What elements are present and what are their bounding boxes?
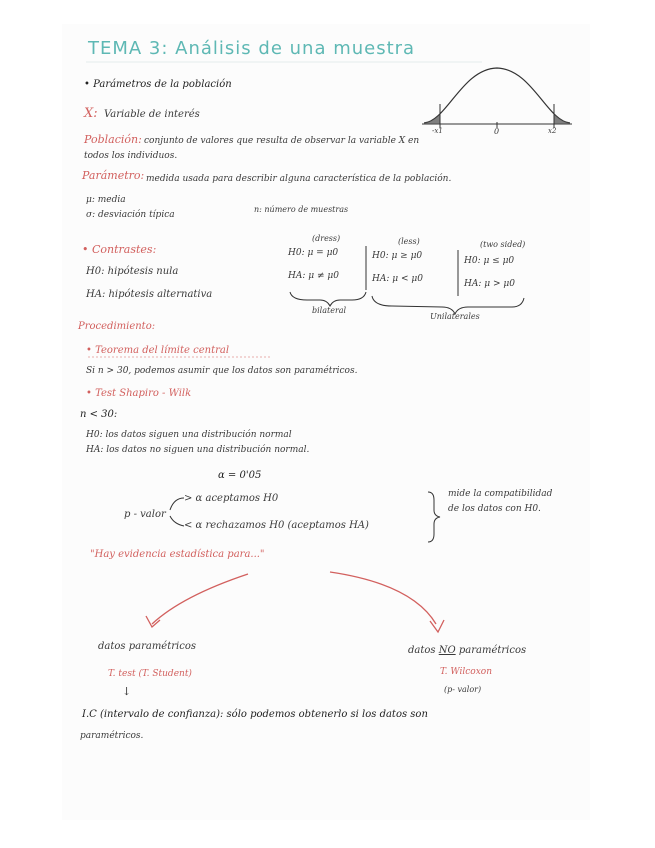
contrastes-label: • Contrastes: (82, 243, 157, 256)
datos-parametricos: datos paramétricos (98, 641, 196, 652)
curve-left-tick: -x1 (432, 127, 443, 135)
shapiro-ha: HA: los datos no siguen una distribución normal. (86, 445, 310, 455)
col3-h0: H0: μ ≤ μ0 (464, 256, 515, 266)
poblacion-label: Población: (84, 133, 142, 146)
decision-arrows (62, 24, 590, 820)
mide-text-2: de los datos con H0. (448, 504, 541, 514)
reject-branch: < α rechazamos H0 (aceptamos HA) (184, 520, 369, 531)
col3-ha: HA: μ > μ0 (464, 279, 515, 289)
datos-no-parametricos: datos NO paramétricos (408, 645, 527, 656)
teorema-bullet: • Teorema del límite central (86, 345, 230, 356)
col2-header: (less) (398, 237, 420, 246)
mide-text-1: mide la compatibilidad (448, 489, 553, 499)
parametro-text: medida usada para describir alguna característica de la población. (146, 174, 452, 184)
unilaterales-label: Unilaterales (430, 312, 480, 321)
t-wilcoxon: T. Wilcoxon (440, 667, 493, 677)
test-bullet: • Test Shapiro - Wilk (86, 388, 192, 399)
page-title: TEMA 3: Análisis de una muestra (88, 38, 416, 59)
h0-def: H0: hipótesis nula (86, 266, 179, 277)
down-arrow: ↓ (122, 685, 132, 698)
wilcoxon-pvalor: (p- valor) (444, 685, 482, 694)
x-label: X: (84, 106, 98, 121)
shapiro-h0: H0: los datos siguen una distribución normal (86, 430, 292, 440)
col2-ha: HA: μ < μ0 (372, 274, 423, 284)
poblacion-text-2: todos los individuos. (84, 151, 178, 161)
col1-h0: H0: μ = μ0 (288, 248, 339, 258)
col1-ha: HA: μ ≠ μ0 (288, 271, 339, 281)
ic-text-1: I.C (intervalo de confianza): sólo podemos obtenerlo si los datos son (82, 709, 428, 720)
procedimiento-label: Procedimiento: (78, 321, 156, 332)
sigma-def: σ: desviación típica (86, 210, 175, 220)
evidencia-quote: "Hay evidencia estadística para..." (90, 549, 265, 560)
bullet-parametros: • Parámetros de la población (84, 79, 232, 90)
p-valor-label: p - valor (124, 509, 166, 520)
si-n-text: Si n > 30, podemos asumir que los datos son paramétricos. (86, 366, 358, 376)
poblacion-text-1: conjunto de valores que resulta de observar la variable X en (144, 136, 420, 146)
n-lt-30: n < 30: (80, 409, 118, 420)
curve-right-tick: x2 (548, 127, 557, 135)
x-text: Variable de interés (104, 109, 200, 120)
col1-header: (dress) (312, 234, 341, 243)
alpha-value: α = 0'05 (218, 470, 262, 481)
parametro-label: Parámetro: (82, 169, 145, 182)
mu-def: μ: media (86, 195, 126, 205)
ha-def: HA: hipótesis alternativa (86, 289, 213, 300)
t-test: T. test (T. Student) (108, 669, 192, 679)
col3-header: (two sided) (480, 240, 526, 249)
notebook-page (62, 24, 590, 820)
accept-branch: > α aceptamos H0 (184, 493, 279, 504)
curve-mid-tick: 0 (494, 127, 500, 136)
col2-h0: H0: μ ≥ μ0 (372, 251, 423, 261)
bilateral-label: bilateral (312, 306, 347, 315)
n-def: n: número de muestras (254, 205, 349, 214)
ic-text-2: paramétricos. (80, 731, 144, 741)
